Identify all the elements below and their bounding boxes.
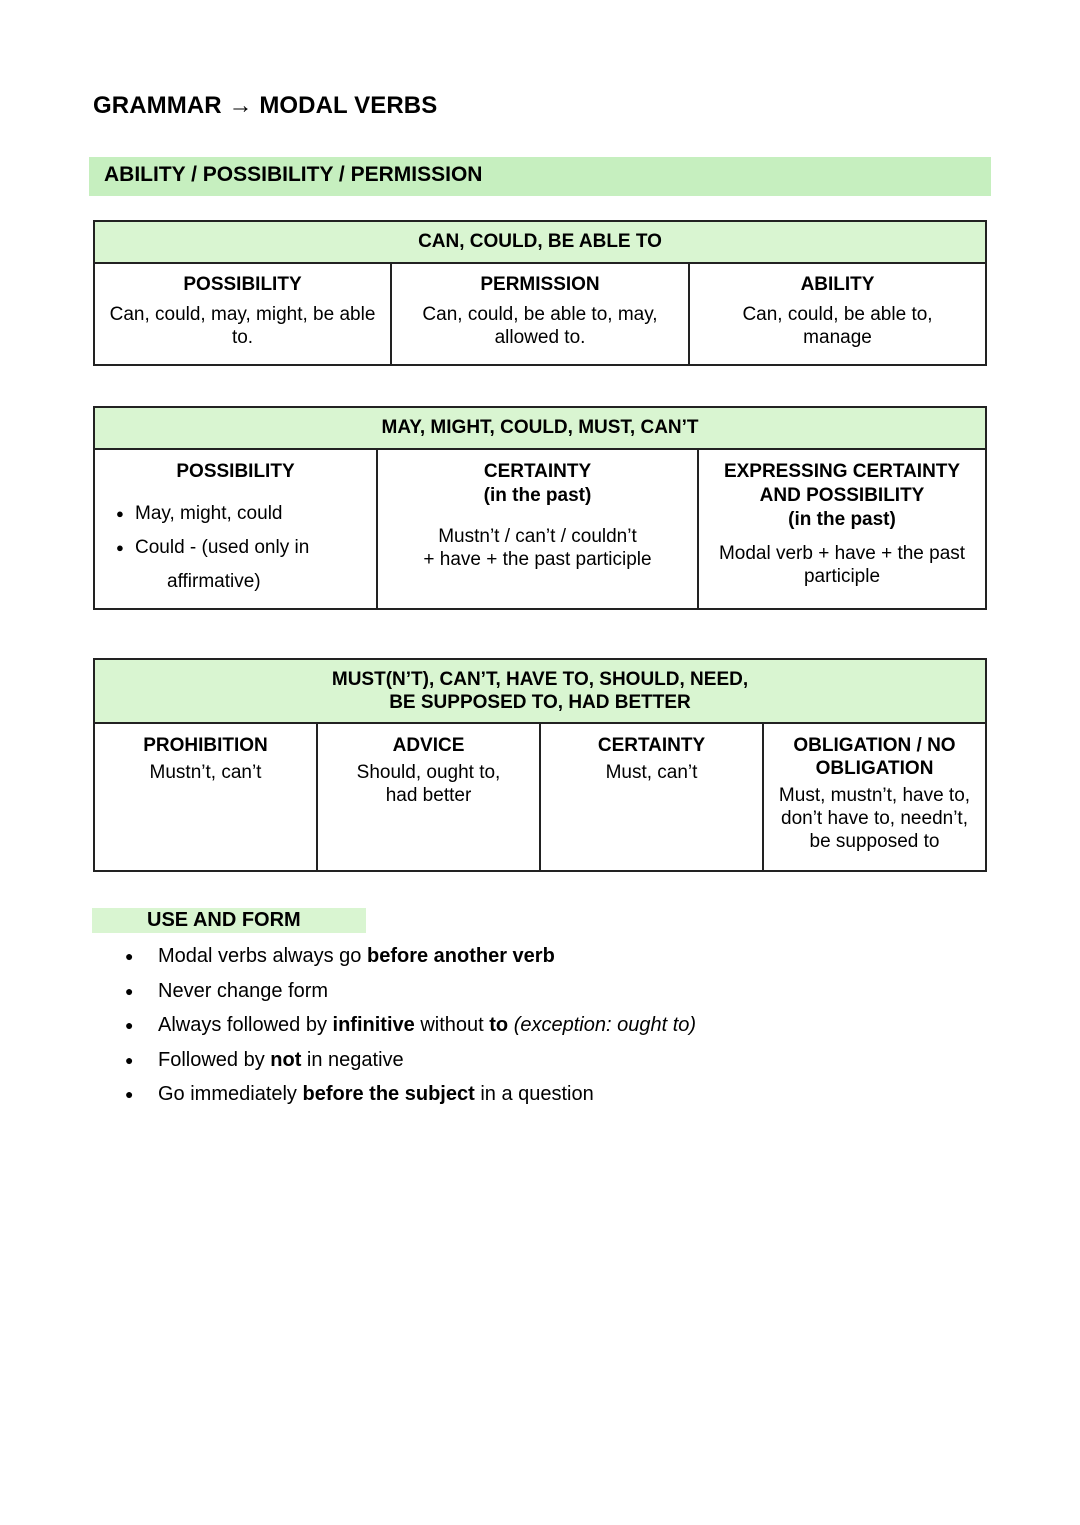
- page-title: GRAMMAR → MODAL VERBS: [93, 92, 438, 119]
- table-header-line: MUST(N’T), CAN’T, HAVE TO, SHOULD, NEED,: [331, 669, 749, 690]
- table-cell-permission: [391, 263, 689, 365]
- cell-title: EXPRESSING CERTAINTY: [723, 461, 961, 482]
- cell-title: PERMISSION: [480, 274, 600, 295]
- cell-title: POSSIBILITY: [183, 274, 302, 295]
- cell-title: CERTAINTY: [483, 461, 592, 482]
- cell-text: Can, could, may, might, be able to.: [109, 304, 376, 348]
- bullet-icon: ●: [125, 1017, 134, 1033]
- table-cell-advice: [317, 723, 540, 871]
- list-item-continuation: affirmative): [167, 571, 261, 592]
- table-cell-possibility: [94, 449, 377, 609]
- list-item: ● Never change form: [125, 975, 696, 1010]
- bullet-icon: ●: [125, 1051, 134, 1068]
- bullet-icon: ●: [125, 982, 134, 999]
- table-header-line: BE SUPPOSED TO, HAD BETTER: [389, 692, 691, 713]
- list-item: ● Modal verbs always go before another verb: [125, 940, 696, 975]
- cell-text: Must, mustn’t, have to, don’t have to, needn’t, be supposed to: [778, 785, 971, 852]
- bullet-icon: ●: [125, 948, 134, 964]
- list-item: ● Go immediately before the subject in a question: [125, 1078, 696, 1113]
- cell-title: AND POSSIBILITY: [759, 485, 925, 506]
- table-cell-ability: [689, 263, 986, 365]
- table-cell-obligation: [763, 723, 986, 871]
- cell-title: OBLIGATION / NO OBLIGATION: [793, 735, 956, 779]
- table-cell-certainty: [540, 723, 763, 871]
- cell-text: Modal verb + have + the past participle: [718, 543, 966, 587]
- cell-title: CERTAINTY: [597, 735, 706, 756]
- bullet-list: [99, 497, 372, 565]
- table-header: MAY, MIGHT, COULD, MUST, CAN’T: [94, 407, 986, 449]
- cell-subtitle: (in the past): [788, 509, 896, 530]
- cell-text: + have + the past participle: [423, 549, 652, 570]
- table-can-could-be-able-to: [93, 220, 987, 366]
- cell-title: PROHIBITION: [143, 735, 268, 756]
- cell-title: ABILITY: [800, 274, 875, 295]
- section-heading: ABILITY / POSSIBILITY / PERMISSION: [104, 163, 483, 186]
- table-cell-prohibition: [94, 723, 317, 871]
- cell-text: Can, could, be able to, manage: [742, 304, 933, 348]
- list-item: ● Always followed by infinitive without to (exception: ought to): [125, 1009, 696, 1044]
- cell-text: Must, can’t: [605, 762, 698, 783]
- table-may-might-could-must-cant: [93, 406, 987, 610]
- table-cell-expressing-certainty: [698, 449, 986, 609]
- cell-title: ADVICE: [392, 735, 465, 756]
- bullet-icon: ●: [125, 1086, 134, 1102]
- table-must-cant-have-to: [93, 658, 987, 872]
- cell-text: Should, ought to, had better: [356, 762, 501, 806]
- list-item: ● May, might, could: [135, 497, 372, 531]
- cell-subtitle: (in the past): [483, 485, 592, 506]
- cell-text: Can, could, be able to, may, allowed to.: [422, 304, 658, 348]
- use-and-form-heading-band: [92, 908, 366, 933]
- table-header: [94, 659, 986, 723]
- table-cell-possibility: [94, 263, 391, 365]
- table-header: CAN, COULD, BE ABLE TO: [94, 221, 986, 263]
- list-item: ● Followed by not in negative: [125, 1044, 696, 1079]
- cell-text: Mustn’t / can’t / couldn’t: [438, 526, 637, 547]
- cell-title: POSSIBILITY: [176, 461, 295, 482]
- list-item: ● Could - (used only in: [135, 531, 372, 565]
- cell-text: Mustn’t, can’t: [149, 762, 262, 783]
- use-and-form-heading: USE AND FORM: [147, 909, 301, 931]
- section-heading-band: [89, 157, 991, 196]
- rules-list: [125, 940, 696, 1113]
- table-cell-certainty: [377, 449, 698, 609]
